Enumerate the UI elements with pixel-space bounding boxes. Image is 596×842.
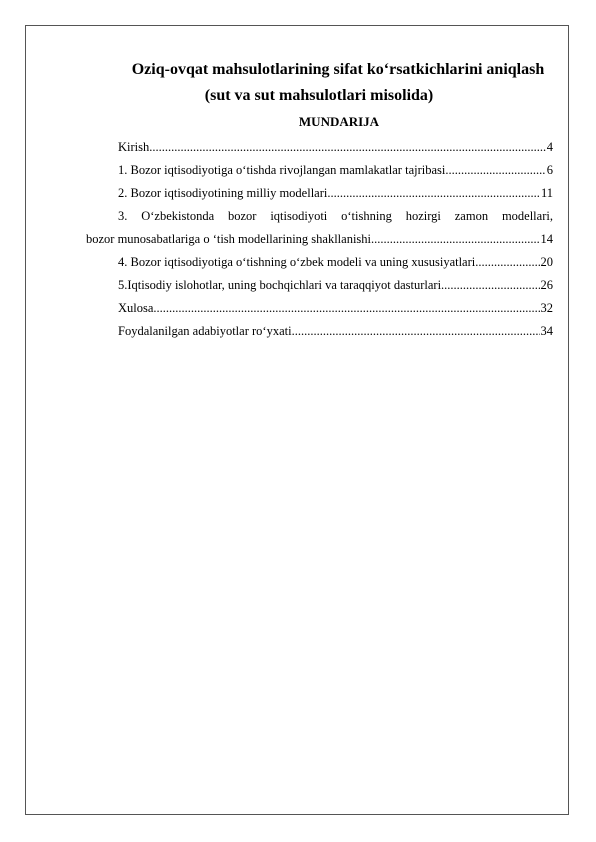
table-of-contents (86, 136, 553, 343)
document-subtitle: (sut va sut mahsulotlari misolida) (204, 87, 434, 104)
document-title: Oziq-ovqat mahsulotlarining sifat ko‘rsatkichlarini aniqlash (131, 61, 545, 78)
toc-entry-label: 5.Iqtisodiy islohotlar, uning bochqichlari va taraqqiyot dasturlari (118, 278, 442, 292)
toc-word: modellari, (501, 209, 553, 223)
toc-entry-page: 14 (540, 232, 553, 246)
toc-leader-dots (327, 182, 540, 205)
toc-word: hozirgi (405, 209, 441, 223)
toc-entry-page: 4 (546, 140, 553, 154)
toc-heading: MUNDARIJA (298, 114, 380, 129)
toc-entry-page: 11 (540, 186, 553, 200)
toc-leader-dots (445, 159, 545, 182)
toc-leader-dots (475, 251, 539, 274)
toc-entry-page: 20 (540, 255, 553, 269)
toc-word: bozor (228, 209, 257, 223)
toc-entry-page: 34 (540, 324, 553, 338)
toc-entry-label: 1. Bozor iqtisodiyotiga o‘tishda rivojlangan mamlakatlar tajribasi (118, 163, 446, 177)
toc-leader-dots (441, 274, 539, 297)
toc-word: 3. (118, 209, 128, 223)
toc-entry-label: Xulosa (118, 301, 154, 315)
toc-entry-label: Foydalanilgan adabiyotlar ro‘yxati (118, 324, 292, 338)
toc-word: zamon (454, 209, 489, 223)
toc-entry-1[interactable] (86, 159, 553, 182)
toc-leader-dots (153, 297, 539, 320)
toc-word: O‘zbekistonda (141, 209, 215, 223)
toc-entry-label: 4. Bozor iqtisodiyotiga o‘tishning o‘zbek modeli va uning xususiyatlari (118, 255, 476, 269)
toc-entry-adabiyotlar[interactable] (86, 320, 553, 343)
toc-word: iqtisodiyoti (270, 209, 328, 223)
toc-entry-5[interactable] (86, 274, 553, 297)
toc-word: o‘tishning (341, 209, 392, 223)
toc-entry-2[interactable] (86, 182, 553, 205)
toc-entry-kirish[interactable] (86, 136, 553, 159)
toc-entry-page: 6 (546, 163, 553, 177)
toc-entry-label: 2. Bozor iqtisodiyotining milliy modellari (118, 186, 328, 200)
toc-entry-label: bozor munosabatlariga o ‘tish modellarining shakllanishi (86, 232, 372, 246)
toc-leader-dots (292, 320, 540, 343)
toc-entry-page: 32 (540, 301, 553, 315)
toc-entry-label: Kirish (118, 140, 150, 154)
toc-entry-xulosa[interactable] (86, 297, 553, 320)
toc-entry-4[interactable] (86, 251, 553, 274)
toc-entry-page: 26 (540, 278, 553, 292)
toc-leader-dots (149, 136, 546, 159)
toc-leader-dots (371, 228, 539, 251)
toc-entry-3-line2[interactable] (86, 228, 553, 251)
toc-entry-3-line1[interactable] (86, 205, 553, 228)
